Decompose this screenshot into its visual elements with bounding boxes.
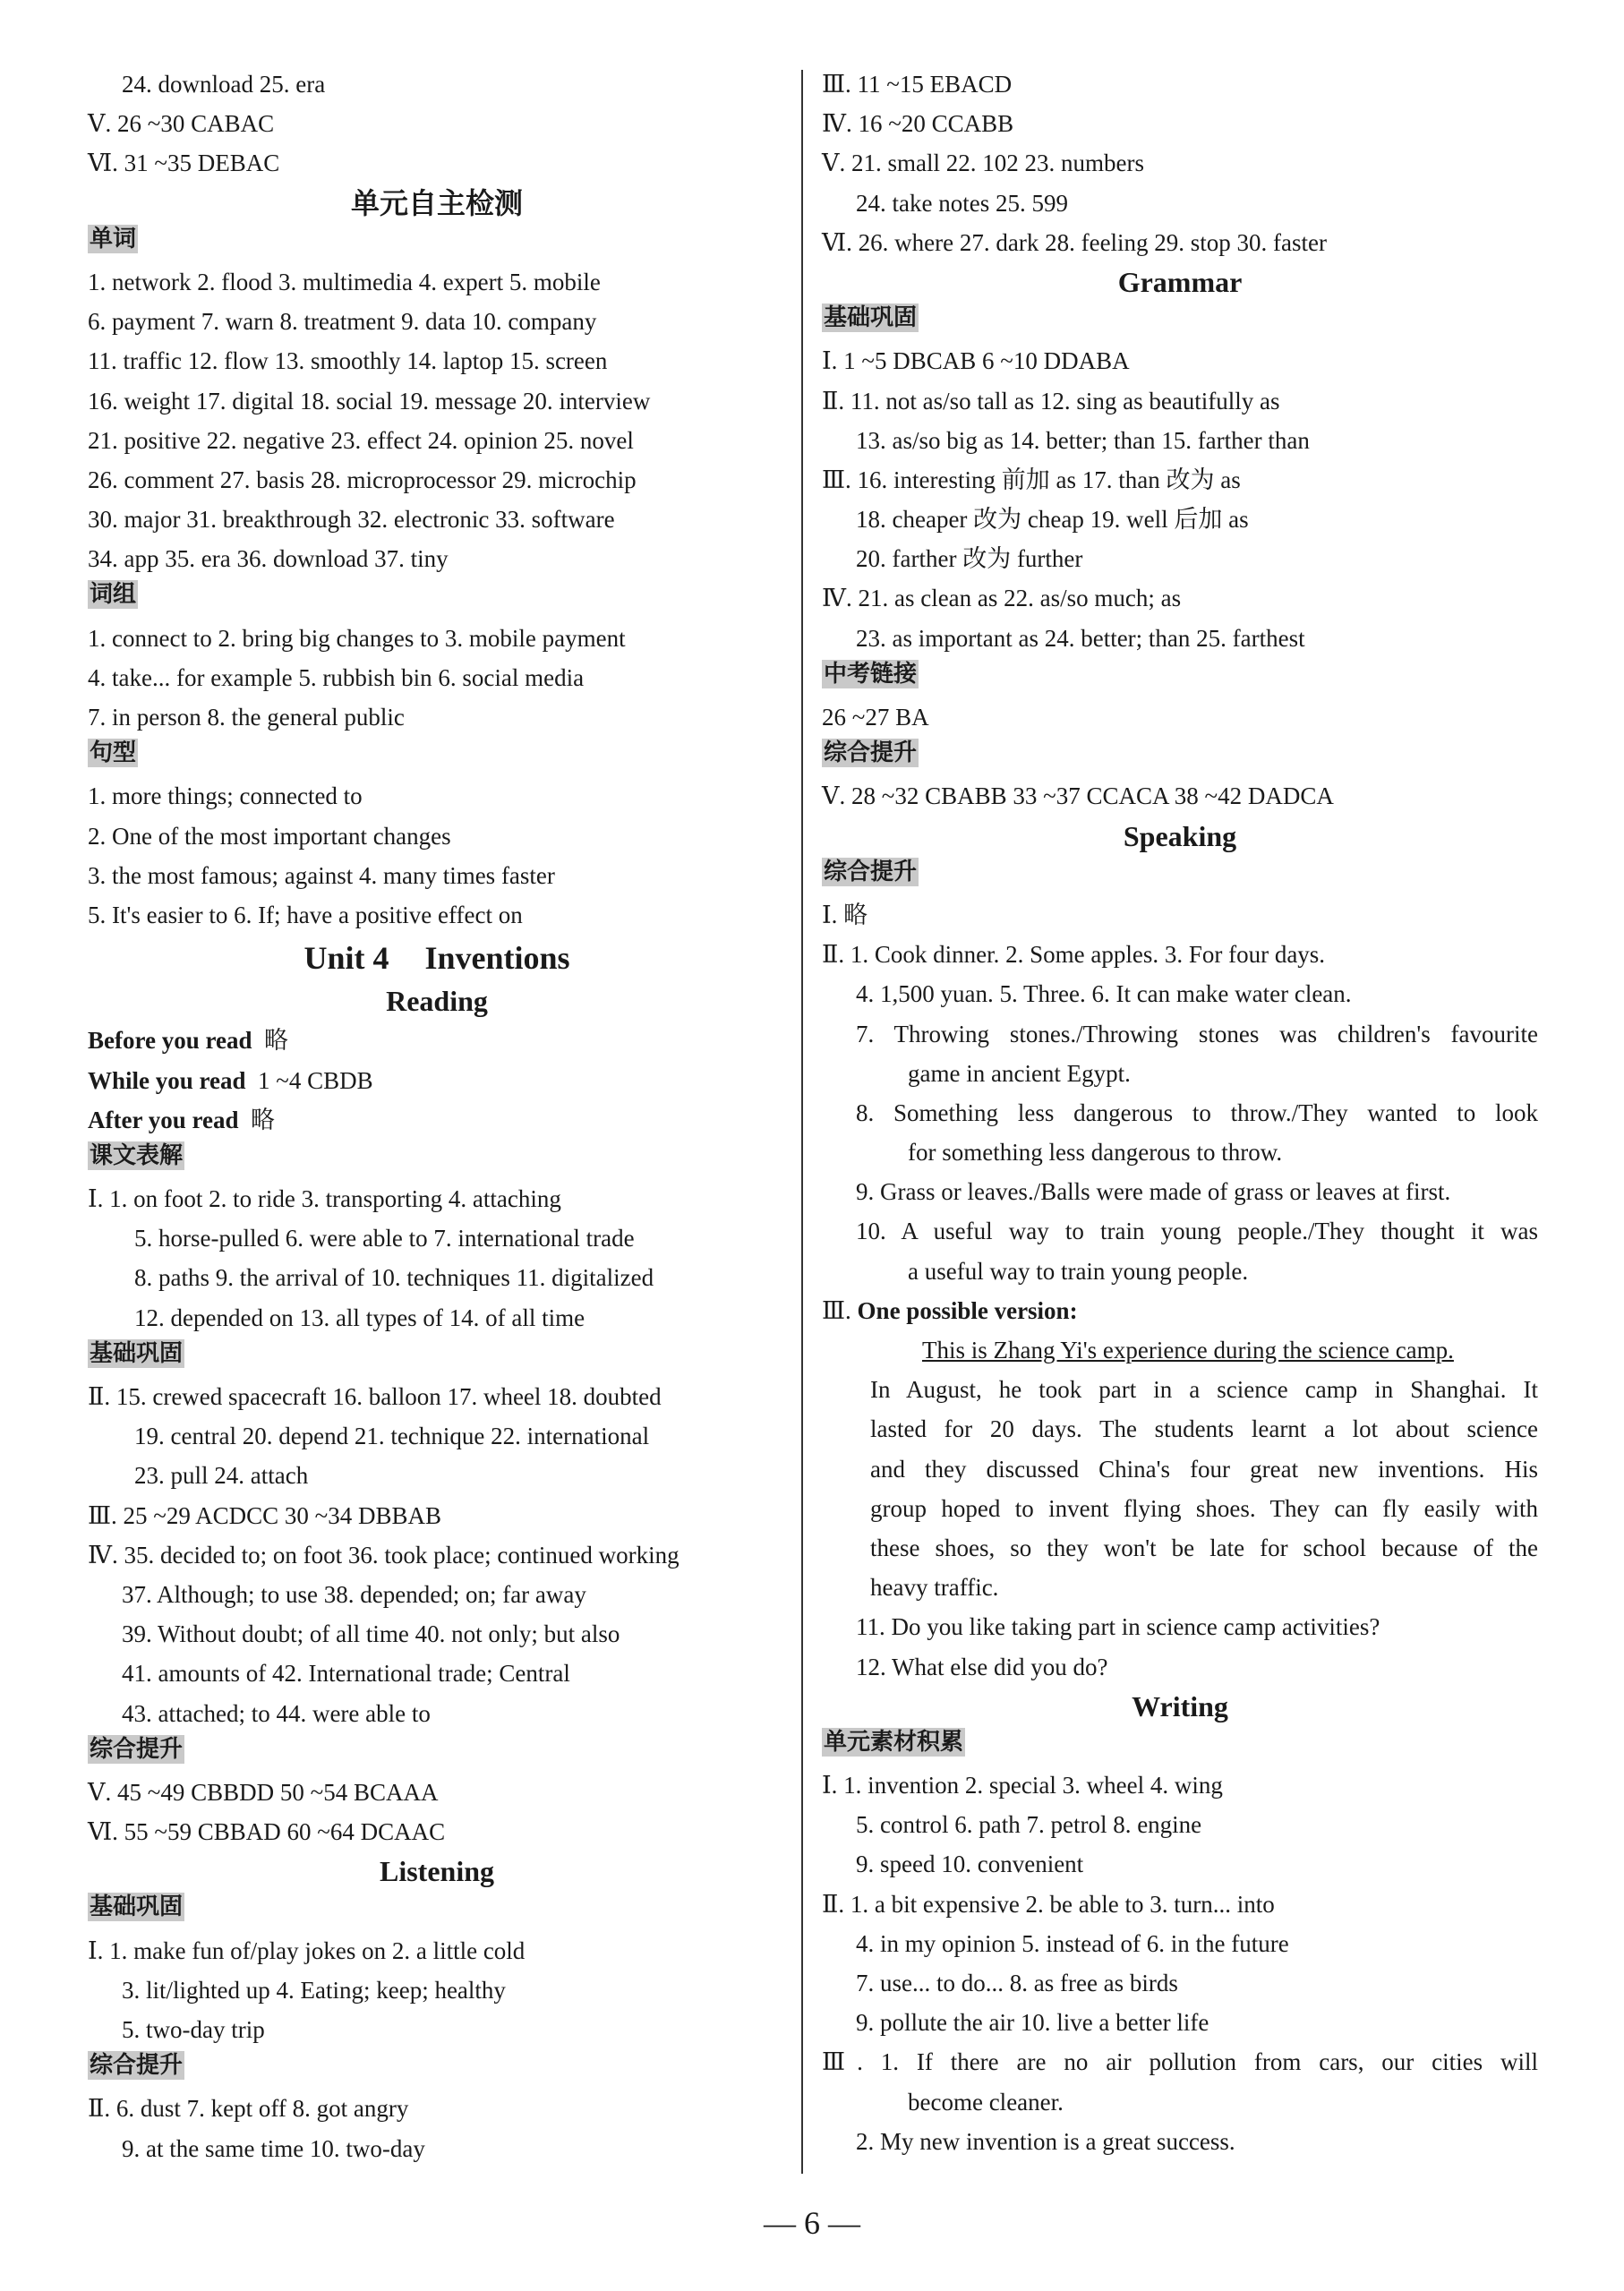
unit-title [88, 935, 786, 981]
answer-line: Ⅳ. 21. as clean as 22. as/so much; as [822, 585, 1182, 612]
answer-line: 43. attached; to 44. were able to [122, 1699, 431, 1727]
section-heading: Listening [379, 1855, 495, 1888]
answer-line: 8. paths 9. the arrival of 10. techniques 11. digitalized [134, 1264, 654, 1292]
left-column [88, 64, 786, 2168]
column-divider [801, 70, 803, 2174]
section-tag [822, 856, 1538, 895]
essay-line: these shoes, so they won't be late for school because of the [870, 1534, 1538, 1561]
section-tag-label: 课文表解 [90, 1141, 184, 1169]
answer-line: Ⅳ. 35. decided to; on foot 36. took place; continued working [88, 1541, 680, 1569]
answer-line: Ⅱ. 11. not as/so tall as 12. sing as beautifully as [822, 387, 1280, 415]
answer-line: 11. Do you like taking part in science camp activities? [856, 1613, 1380, 1641]
answer-line: 11. traffic 12. flow 13. smoothly 14. laptop 15. screen [88, 347, 608, 375]
answer-line: Ⅵ. 26. where 27. dark 28. feeling 29. stop 30. faster [822, 228, 1328, 256]
section-tag [822, 658, 1538, 697]
answer-line: Ⅰ. 1. make fun of/play jokes on 2. a little cold [88, 1936, 526, 1964]
answer-line: 10. A useful way to train young people./They thought it was [856, 1218, 1538, 1245]
section-tag [822, 1726, 1538, 1765]
section-tag-label: 基础巩固 [824, 304, 918, 332]
answer-line: become cleaner. [908, 2088, 1064, 2116]
answer-line: 20. farther 改为 further [856, 545, 1083, 573]
section-tag [88, 737, 786, 776]
answer-line: 5. horse-pulled 6. were able to 7. international trade [134, 1225, 635, 1252]
section-tag [88, 1891, 786, 1930]
answer-lead: Before you read [88, 1027, 252, 1055]
section-tag-label: 句型 [90, 739, 137, 767]
answer-line: 9. at the same time 10. two-day [122, 2134, 425, 2162]
essay-line: and they discussed China's four great new inventions. His [870, 1455, 1538, 1483]
answer-line: 12. depended on 13. all types of 14. of all time [134, 1304, 585, 1331]
section-tag-label: 中考链接 [824, 660, 918, 688]
answer-line: 1. network 2. flood 3. multimedia 4. expert 5. mobile [88, 268, 601, 295]
answer-line: for something less dangerous to throw. [908, 1139, 1283, 1167]
answer-line: 34. app 35. era 36. download 37. tiny [88, 545, 449, 573]
section-tag [822, 302, 1538, 341]
section-tag-label: 综合提升 [824, 739, 918, 767]
essay-line: group hoped to invent flying shoes. They can fly easily with [870, 1494, 1538, 1522]
answer-line: Ⅲ. 1. If there are no air pollution from cars, our cities will [822, 2048, 1538, 2076]
answer-line: 19. central 20. depend 21. technique 22. international [134, 1423, 650, 1450]
answer-line: 1. more things; connected to [88, 782, 363, 810]
section-tag-label: 单词 [90, 225, 137, 252]
answer-line: Ⅳ. 16 ~20 CCABB [822, 110, 1014, 138]
answer-line: 26 ~27 BA [822, 704, 929, 731]
answer-line: Ⅰ. 1. on foot 2. to ride 3. transporting 4. attaching [88, 1185, 561, 1213]
answer-number: Ⅲ. [822, 1296, 858, 1324]
essay-title [822, 1330, 1538, 1370]
answer-line [822, 1291, 1538, 1330]
answer-line: 12. What else did you do? [856, 1653, 1108, 1680]
section-heading: Speaking [1123, 819, 1237, 852]
answer-line: 13. as/so big as 14. better; than 15. farther than [856, 426, 1310, 454]
answer-line: 37. Although; to use 38. depended; on; far away [122, 1580, 586, 1608]
answer-line: Ⅴ. 21. small 22. 102 23. numbers [822, 150, 1144, 177]
answer-line: Ⅱ. 1. a bit expensive 2. be able to 3. turn... into [822, 1890, 1275, 1918]
answer-line: 18. cheaper 改为 cheap 19. well 后加 as [856, 506, 1249, 534]
answer-line: 5. two-day trip [122, 2016, 265, 2043]
answer-line: 24. download 25. era [122, 71, 326, 98]
section-tag-label: 单元素材积累 [824, 1728, 964, 1756]
essay-line: lasted for 20 days. The students learnt a lot about science [870, 1415, 1538, 1443]
answer-line: 9. pollute the air 10. live a better life [856, 2009, 1209, 2037]
answer-line: Ⅰ. 1. invention 2. special 3. wheel 4. wing [822, 1772, 1223, 1799]
answer-line [88, 1100, 786, 1140]
section-tag-label: 综合提升 [824, 858, 918, 885]
section-heading: Writing [1132, 1689, 1228, 1723]
section-tag [88, 1733, 786, 1773]
answer-line: Ⅴ. 28 ~32 CBABB 33 ~37 CCACA 38 ~42 DADCA [822, 782, 1334, 810]
answer-line: 39. Without doubt; of all time 40. not only; but also [122, 1620, 620, 1648]
answer-line: 3. the most famous; against 4. many times faster [88, 861, 555, 889]
answer-line: Ⅲ. 11 ~15 EBACD [822, 71, 1013, 98]
answer-line: 5. control 6. path 7. petrol 8. engine [856, 1811, 1202, 1839]
answer-line: 9. Grass or leaves./Balls were made of grass or leaves at first. [856, 1178, 1451, 1206]
answer-line: 4. in my opinion 5. instead of 6. in the future [856, 1929, 1289, 1957]
section-tag-label: 词组 [90, 581, 137, 609]
answer-line: Ⅵ. 55 ~59 CBBAD 60 ~64 DCAAC [88, 1818, 446, 1846]
answer-line: a useful way to train young people. [908, 1257, 1249, 1285]
section-tag-label: 基础巩固 [90, 1893, 184, 1921]
answer-lead: One possible version: [857, 1296, 1078, 1324]
section-tag [88, 1140, 786, 1179]
answer-line: Ⅰ. 1 ~5 DBCAB 6 ~10 DDABA [822, 347, 1130, 375]
answer-line: 5. It's easier to 6. If; have a positive effect on [88, 901, 523, 928]
answer-line: 7. Throwing stones./Throwing stones was children's favourite [856, 1020, 1538, 1047]
answer-line: 4. take... for example 5. rubbish bin 6. social media [88, 663, 585, 691]
answer-line: 16. weight 17. digital 18. social 19. message 20. interview [88, 387, 651, 415]
unit-name: Inventions [424, 940, 570, 977]
essay-line: heavy traffic. [870, 1574, 999, 1602]
answer-text: 略 [238, 1106, 275, 1133]
answer-line: 41. amounts of 42. International trade; Central [122, 1660, 570, 1688]
answer-line: 26. comment 27. basis 28. microprocessor 29. microchip [88, 466, 637, 493]
answer-line: 30. major 31. breakthrough 32. electronic 33. software [88, 506, 615, 534]
answer-line: Ⅱ. 1. Cook dinner. 2. Some apples. 3. For four days. [822, 941, 1326, 969]
section-tag [88, 2049, 786, 2089]
answer-line: Ⅰ. 略 [822, 901, 868, 928]
section-tag [88, 578, 786, 618]
right-column [822, 64, 1538, 2161]
essay-title-text: This is Zhang Yi's experience during the science camp. [922, 1337, 1454, 1363]
answer-line: Ⅱ. 6. dust 7. kept off 8. got angry [88, 2095, 409, 2123]
section-tag [88, 223, 786, 262]
section-tag-label: 综合提升 [90, 2052, 184, 2080]
answer-line: 2. One of the most important changes [88, 822, 451, 850]
answer-line: 2. My new invention is a great success. [856, 2127, 1235, 2155]
answer-line: Ⅲ. 25 ~29 ACDCC 30 ~34 DBBAB [88, 1501, 442, 1529]
section-heading: 单元自主检测 [350, 186, 523, 219]
answer-line: 24. take notes 25. 599 [856, 189, 1068, 217]
unit-number: Unit 4 [303, 940, 389, 977]
section-heading: Reading [386, 985, 488, 1018]
answer-line: Ⅱ. 15. crewed spacecraft 16. balloon 17. wheel 18. doubted [88, 1383, 662, 1410]
answer-line: Ⅵ. 31 ~35 DEBAC [88, 150, 280, 177]
answer-lead: While you read [88, 1066, 246, 1094]
answer-line: 23. as important as 24. better; than 25. farthest [856, 624, 1305, 652]
answer-line: Ⅴ. 26 ~30 CABAC [88, 110, 275, 138]
section-tag [822, 737, 1538, 776]
answer-line: Ⅲ. 16. interesting 前加 as 17. than 改为 as [822, 466, 1241, 493]
answer-line: 7. use... to do... 8. as free as birds [856, 1970, 1178, 1996]
section-tag [88, 1338, 786, 1377]
section-heading: Grammar [1117, 265, 1243, 298]
answer-line: game in ancient Egypt. [908, 1059, 1131, 1087]
answer-line: 1. connect to 2. bring big changes to 3. mobile payment [88, 624, 626, 652]
answer-line: 21. positive 22. negative 23. effect 24. opinion 25. novel [88, 426, 634, 454]
section-tag-label: 综合提升 [90, 1735, 184, 1763]
essay-line: In August, he took part in a science camp in Shanghai. It [870, 1376, 1538, 1404]
answer-line: 9. speed 10. convenient [856, 1851, 1084, 1878]
answer-line: 3. lit/lighted up 4. Eating; keep; healthy [122, 1976, 506, 2004]
page-number: — 6 — [764, 2205, 860, 2241]
answer-line [88, 1021, 786, 1060]
answer-line: 7. in person 8. the general public [88, 704, 405, 731]
answer-line: 6. payment 7. warn 8. treatment 9. data 10. company [88, 308, 597, 336]
answer-line: 8. Something less dangerous to throw./They wanted to look [856, 1098, 1538, 1126]
answer-line [88, 1061, 786, 1100]
answer-line: 23. pull 24. attach [134, 1462, 309, 1490]
answer-line: Ⅴ. 45 ~49 CBBDD 50 ~54 BCAAA [88, 1778, 439, 1806]
answer-lead: After you read [88, 1106, 239, 1133]
section-tag-label: 基础巩固 [90, 1339, 184, 1367]
answer-text: 略 [252, 1027, 288, 1055]
answer-text: 1 ~4 CBDB [245, 1066, 373, 1094]
answer-line: 4. 1,500 yuan. 5. Three. 6. It can make water clean. [856, 980, 1352, 1008]
